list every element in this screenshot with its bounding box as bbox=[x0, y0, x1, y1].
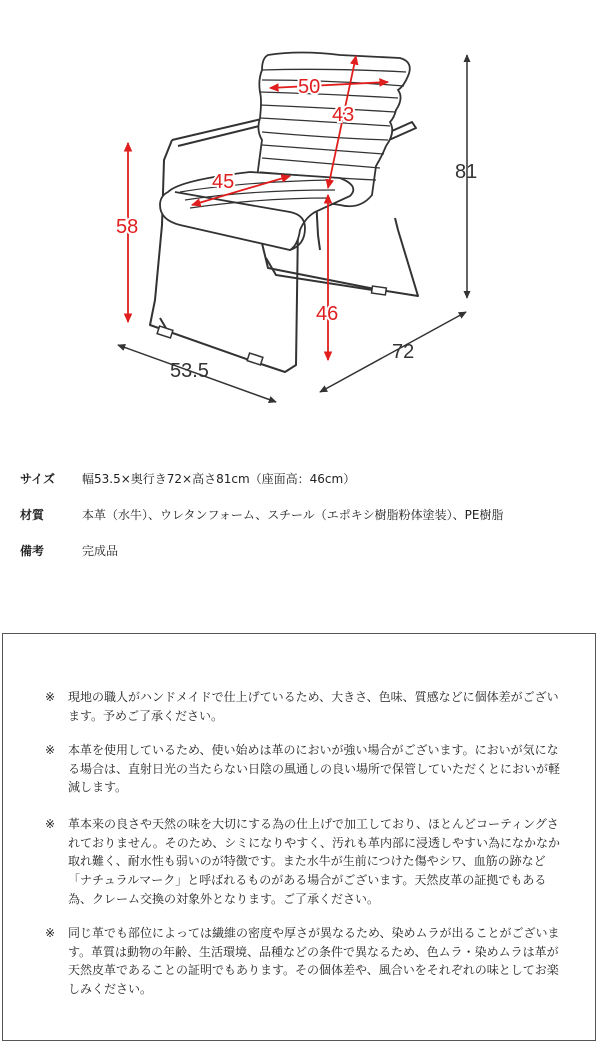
seat-width-label: 45 bbox=[212, 171, 235, 193]
total-width-label: 53.5 bbox=[170, 360, 209, 382]
note-mark: ※ bbox=[45, 926, 56, 940]
armrest-height-label: 58 bbox=[116, 216, 139, 238]
notes-box bbox=[2, 633, 596, 1041]
note-mark: ※ bbox=[45, 743, 56, 757]
spec-label: サイズ bbox=[20, 472, 56, 486]
note-item bbox=[45, 741, 565, 797]
spec-label: 備考 bbox=[20, 544, 45, 558]
note-text: 現地の職人がハンドメイドで仕上げているため、大きさ、色味、質感などに個体差がございます。予めご了承ください。 bbox=[68, 690, 559, 723]
backrest-width-label: 50 bbox=[298, 76, 321, 98]
total-height-label: 81 bbox=[455, 161, 478, 183]
spec-value: 幅53.5×奥行き72×高さ81cm（座面高：46cm） bbox=[82, 472, 356, 486]
note-item bbox=[45, 924, 565, 999]
spec-value: 本革（水牛）、ウレタンフォーム、スチール（エポキシ樹脂粉体塗装）、PE樹脂 bbox=[82, 508, 504, 522]
note-text: 同じ革でも部位によっては繊維の密度や厚さが異なるため、染めムラが出ることがございます。革質は動物の年齢、生活環境、品種などの条件で異なるため、色ムラ・染めムラは革が天然皮革であることの証明でもあります。その個体差や、風合いをそれぞれの味としてお楽しみください。 bbox=[68, 926, 560, 997]
note-text: 本革を使用しているため、使い始めは革のにおいが強い場合がございます。においが気になる場合は、直射日光の当たらない日陰の風通しの良い場所で保管していただくとにおいが軽減します。 bbox=[68, 743, 561, 795]
note-item bbox=[45, 815, 565, 909]
total-depth-label: 72 bbox=[392, 341, 415, 363]
seat-cushion bbox=[160, 172, 353, 250]
backrest-height-label: 43 bbox=[332, 104, 355, 126]
note-item bbox=[45, 688, 565, 725]
seat-height-label: 46 bbox=[316, 303, 339, 325]
spec-value: 完成品 bbox=[82, 544, 119, 558]
note-text: 革本来の良さや天然の味を大切にする為の仕上げで加工しており、ほとんどコーティングされておりません。そのため、シミになりやすく、汚れも革内部に浸透しやすい為になかなか取れ難く、耐水性も弱いのが特徴です。また水牛が生前につけた傷やシワ、血筋の跡など「ナチュラルマーク」と呼ばれるものがある場合がございます。天然皮革の証拠でもある為、クレーム交換の対象外となります。ご了承ください。 bbox=[68, 817, 561, 906]
foot-caps bbox=[157, 286, 386, 365]
chair-dimension-diagram bbox=[0, 0, 600, 440]
note-mark: ※ bbox=[45, 817, 56, 831]
note-mark: ※ bbox=[45, 690, 56, 704]
spec-label: 材質 bbox=[20, 508, 45, 522]
